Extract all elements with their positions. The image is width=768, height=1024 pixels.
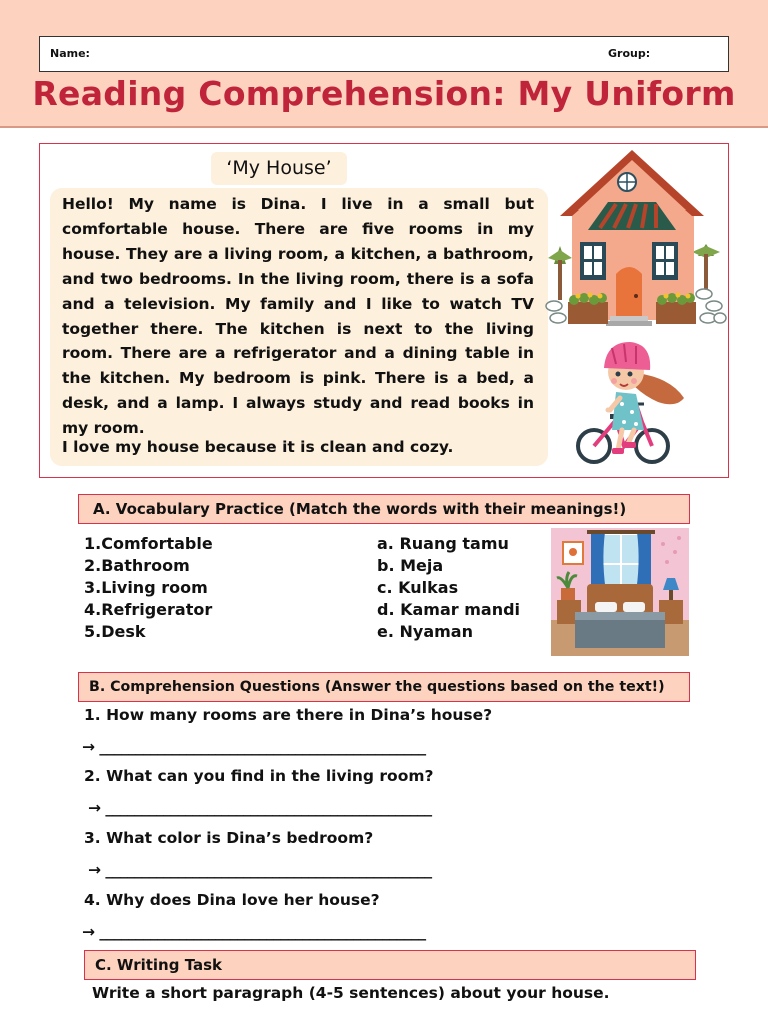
vocab-word: 3.Living room <box>84 578 208 597</box>
helmet <box>604 342 650 370</box>
door <box>616 267 642 316</box>
vocab-word: 2.Bathroom <box>84 556 190 575</box>
answer-line-1[interactable]: → _____________________________________________ <box>82 738 426 756</box>
answer-line-2[interactable]: → _____________________________________________ <box>88 799 432 817</box>
name-group-box <box>39 36 729 72</box>
vocab-meaning: d. Kamar mandi <box>377 600 521 619</box>
house-illustration <box>544 146 728 332</box>
name-label: Name: <box>50 47 90 60</box>
vocab-word: 5.Desk <box>84 622 146 641</box>
window-left <box>580 242 606 280</box>
page-title: Reading Comprehension: My Uniform <box>32 74 736 113</box>
vocab-word: 1.Comfortable <box>84 534 213 553</box>
vocabulary-header: A. Vocabulary Practice (Match the words with their meanings!) <box>78 494 690 524</box>
planter-right <box>656 302 696 324</box>
bush-right <box>692 244 720 294</box>
story-body: Hello! My name is Dina. I live in a small but comfortable house. There are five rooms in my house. They are a living room, a kitchen, a bathroom, and two bedrooms. In the living room, there is a sofa and a television. My family and I like to watch TV together there. The kitchen is next to the living room. There are a refrigerator and a dining table in the kitchen. My bedroom is pink. There is a bed, a desk, and a lamp. I always study and read books in my room. <box>62 195 534 438</box>
vocab-word: 4.Refrigerator <box>84 600 213 619</box>
vocab-meaning: b. Meja <box>377 556 444 575</box>
question-4: 4. Why does Dina love her house? <box>84 891 380 909</box>
writing-header: C. Writing Task <box>84 950 696 980</box>
vocab-meaning: a. Ruang tamu <box>377 534 509 553</box>
answer-line-4[interactable]: → _____________________________________________ <box>82 923 426 941</box>
girl-on-bike-illustration <box>572 334 696 468</box>
story-last-line: I love my house because it is clean and cozy. <box>62 438 454 456</box>
vocab-meaning: e. Nyaman <box>377 622 473 641</box>
vocabulary-meanings <box>377 534 520 644</box>
group-label: Group: <box>608 47 651 60</box>
window-right <box>652 242 678 280</box>
vocab-meaning: c. Kulkas <box>377 578 459 597</box>
question-3: 3. What color is Dina’s bedroom? <box>84 829 374 847</box>
bedroom-illustration <box>551 528 689 656</box>
answer-line-3[interactable]: → _____________________________________________ <box>88 861 432 879</box>
comprehension-header: B. Comprehension Questions (Answer the questions based on the text!) <box>78 672 690 702</box>
vocabulary-words <box>84 534 213 644</box>
planter-left <box>568 302 608 324</box>
writing-instruction: Write a short paragraph (4-5 sentences) about your house. <box>92 984 610 1002</box>
question-2: 2. What can you find in the living room? <box>84 767 434 785</box>
question-1: 1. How many rooms are there in Dina’s house? <box>84 706 493 724</box>
bush-left <box>548 246 572 300</box>
story-title: ‘My House’ <box>211 152 347 185</box>
